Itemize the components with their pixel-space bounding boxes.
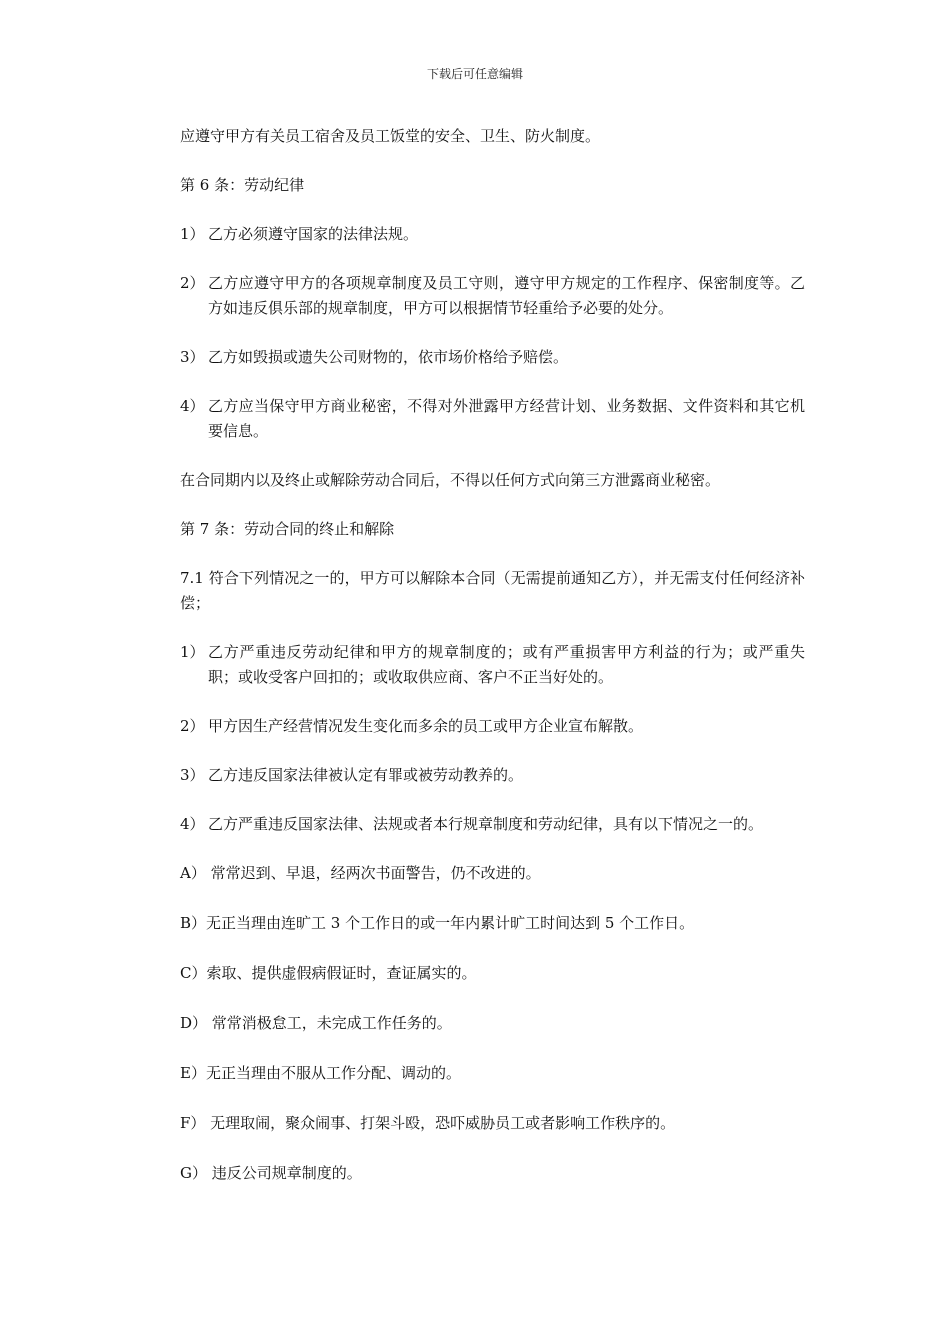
article-7-item-4 (180, 812, 805, 837)
article-6-title: 第 6 条：劳动纪律 (180, 176, 305, 194)
article-6-item-3 (180, 345, 805, 370)
article-7-title: 第 7 条：劳动合同的终止和解除 (180, 520, 395, 538)
article-7-item-1 (180, 640, 805, 690)
article-6-item-4 (180, 394, 805, 444)
sub-item-d: D） 常常消极怠工，未完成工作任务的。 (180, 1014, 452, 1032)
sub-item-c: C）索取、提供虚假病假证时，查证属实的。 (180, 964, 477, 982)
item-text: 乙方严重违反劳动纪律和甲方的规章制度的；或有严重损害甲方利益的行为；或严重失职；或收受客户回扣的；或收取供应商、客户不正当好处的。 (208, 643, 805, 686)
item-text: 乙方必须遵守国家的法律法规。 (208, 225, 419, 243)
item-text: 乙方应当保守甲方商业秘密，不得对外泄露甲方经营计划、业务数据、文件资料和其它机要信息。 (208, 397, 805, 440)
sub-item-b: B）无正当理由连旷工 3 个工作日的或一年内累计旷工时间达到 5 个工作日。 (180, 914, 695, 932)
item-text: 甲方因生产经营情况发生变化而多余的员工或甲方企业宣布解散。 (208, 717, 644, 735)
item-text: 乙方严重违反国家法律、法规或者本行规章制度和劳动纪律，具有以下情况之一的。 (208, 815, 764, 833)
item-number: 2） (180, 274, 205, 292)
article-6-item-1 (180, 222, 805, 247)
article-6-item-2 (180, 271, 805, 321)
item-text: 乙方应遵守甲方的各项规章制度及员工守则，遵守甲方规定的工作程序、保密制度等。乙方如违反俱乐部的规章制度，甲方可以根据情节轻重给予必要的处分。 (208, 274, 805, 317)
item-number: 2） (180, 717, 205, 735)
item-number: 3） (180, 348, 205, 366)
intro-paragraph: 应遵守甲方有关员工宿舍及员工饭堂的安全、卫生、防火制度。 (180, 127, 601, 145)
item-number: 4） (180, 397, 205, 415)
sub-item-a: A） 常常迟到、早退，经两次书面警告，仍不改进的。 (180, 864, 541, 882)
sub-item-f: F） 无理取闹，聚众闹事、打架斗殴，恐吓威胁员工或者影响工作秩序的。 (180, 1114, 676, 1132)
sub-item-e: E）无正当理由不服从工作分配、调动的。 (180, 1064, 461, 1082)
item-number: 1） (180, 643, 205, 661)
article-7-item-2 (180, 714, 805, 739)
item-number: 1） (180, 225, 205, 243)
item-text: 乙方如毁损或遗失公司财物的，依市场价格给予赔偿。 (208, 348, 569, 366)
page-header-note: 下载后可任意编辑 (426, 67, 523, 81)
sub-item-g: G） 违反公司规章制度的。 (180, 1164, 362, 1182)
document-body (180, 124, 805, 1211)
article-7-item-3 (180, 763, 805, 788)
item-number: 4） (180, 815, 205, 833)
item-text: 乙方违反国家法律被认定有罪或被劳动教养的。 (208, 766, 524, 784)
item-number: 3） (180, 766, 205, 784)
clause-7-1: 7.1 符合下列情况之一的，甲方可以解除本合同（无需提前通知乙方），并无需支付任何经济补偿； (180, 569, 805, 612)
article-6-closing: 在合同期内以及终止或解除劳动合同后，不得以任何方式向第三方泄露商业秘密。 (180, 471, 721, 489)
